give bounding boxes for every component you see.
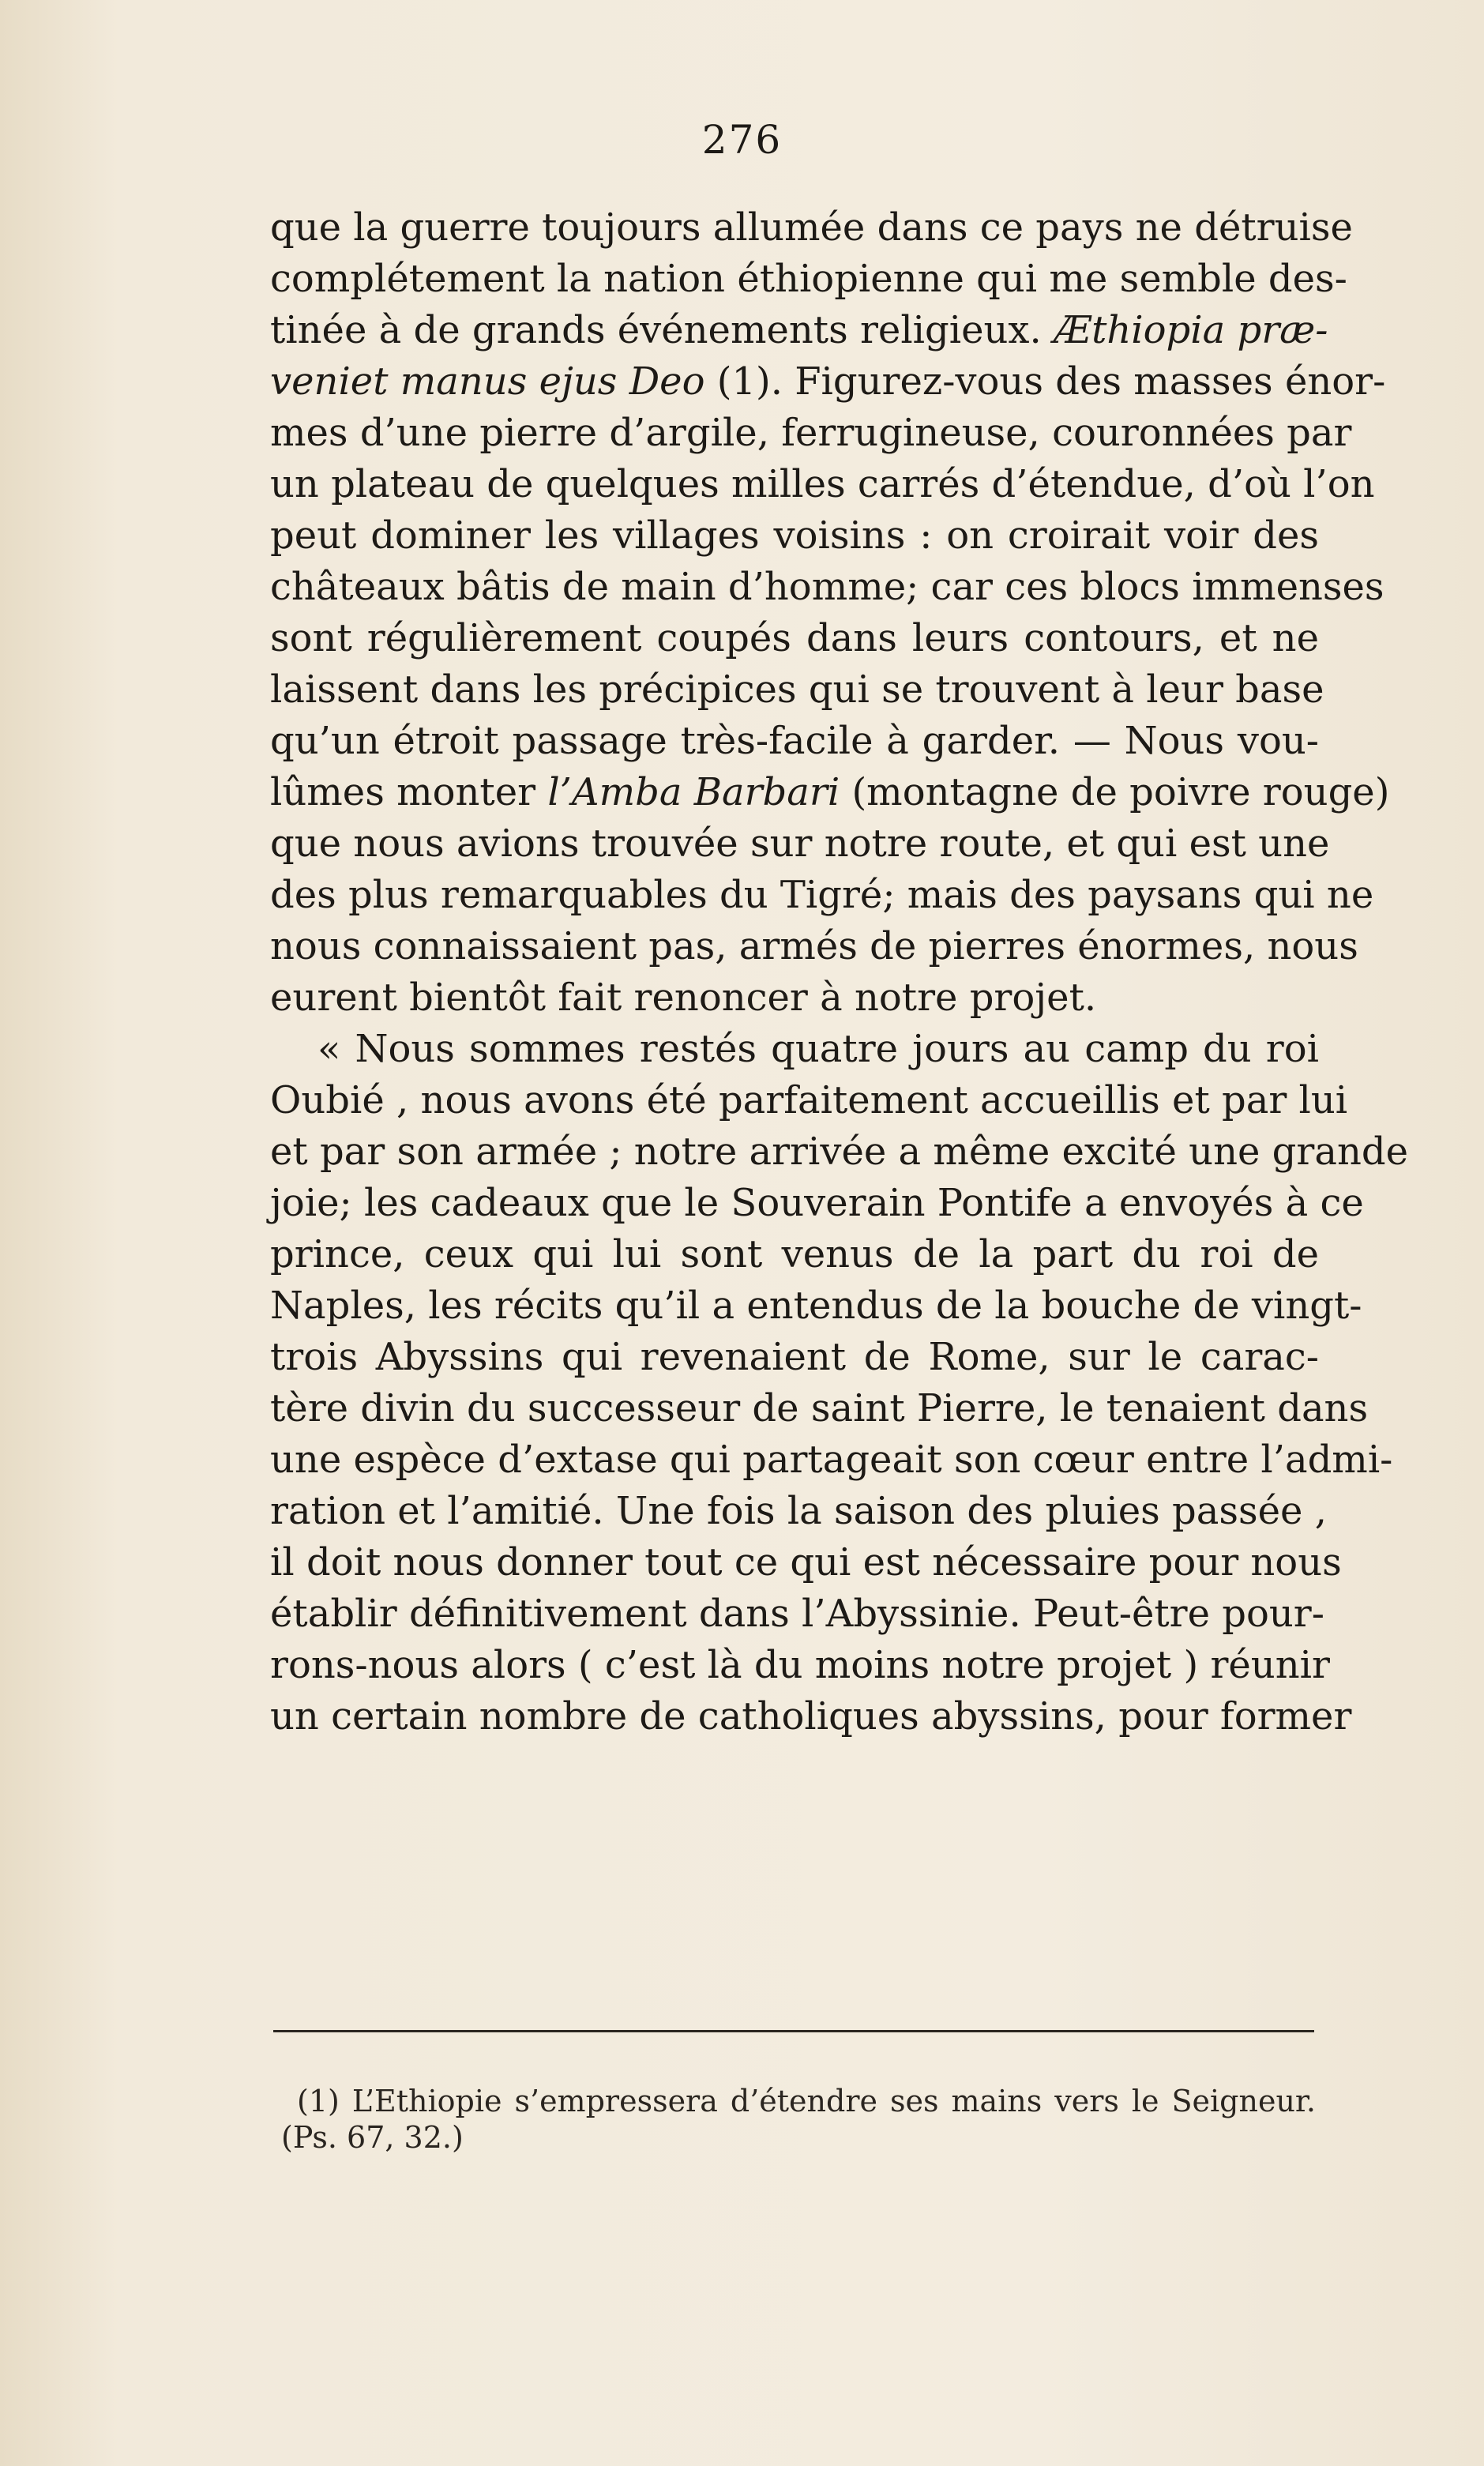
text-run: un certain nombre de catholiques abyssins, pour former [270, 1694, 1352, 1739]
text-run: Naples, les récits qu’il a entendus de la bouche de vingt- [270, 1284, 1362, 1328]
italic-text: Æthiopia præ- [1054, 308, 1328, 352]
text-run: et par son armée ; notre arrivée a même excité une grande [270, 1130, 1409, 1174]
text-line [270, 1640, 1330, 1691]
text-run: tère divin du successeur de saint Pierre, le tenaient dans [270, 1386, 1369, 1430]
text-line [270, 1588, 1324, 1640]
footnote-line: (1) L’Ethiopie s’empressera d’étendre ses mains vers le Seigneur. [297, 2084, 1316, 2118]
text-run: joie; les cadeaux que le Souverain Pontife a envoyés à ce [270, 1181, 1364, 1225]
text-line [270, 818, 1330, 870]
text-line [270, 254, 1347, 305]
footnote [281, 2083, 1316, 2156]
text-line [270, 716, 1319, 767]
text-run: un plateau de quelques milles carrés d’étendue, d’où l’on [270, 462, 1375, 506]
text-line [270, 459, 1375, 510]
text-run: il doit nous donner tout ce qui est nécessaire pour nous [270, 1540, 1342, 1584]
text-run: (montagne de poivre rouge) [840, 770, 1390, 814]
text-run: rons-nous alors ( c’est là du moins notre projet ) réunir [270, 1643, 1330, 1687]
text-line [270, 1075, 1348, 1126]
text-line [270, 408, 1352, 459]
text-line [270, 1024, 1319, 1075]
footnote-separator [273, 2030, 1314, 2032]
text-run: lûmes monter [270, 770, 548, 814]
text-run: Oubié , nous avons été parfaitement accueillis et par lui [270, 1078, 1348, 1122]
text-line [270, 767, 1390, 818]
text-run: ration et l’amitié. Une fois la saison des pluies passée , [270, 1489, 1327, 1533]
text-run: tinée à de grands événements religieux. [270, 308, 1054, 352]
text-run: « Nous sommes restés quatre jours au camp du roi [317, 1027, 1319, 1071]
text-run: établir définitivement dans l’Abyssinie. Peut-être pour- [270, 1592, 1324, 1636]
italic-text: veniet manus ejus Deo [270, 359, 705, 404]
text-run: laissent dans les précipices qui se trouvent à leur base [270, 667, 1324, 712]
text-line [270, 1383, 1369, 1434]
text-run: (1). Figurez-vous des masses énor- [704, 359, 1386, 404]
text-run: châteaux bâtis de main d’homme; car ces blocs immenses [270, 565, 1384, 609]
text-line [270, 1229, 1319, 1280]
text-line [270, 613, 1319, 664]
text-line [270, 1126, 1409, 1178]
text-line [270, 202, 1353, 254]
text-line [270, 1691, 1352, 1742]
text-run: peut dominer les villages voisins : on croirait voir des [270, 513, 1319, 558]
text-run: qu’un étroit passage très-facile à garder. — Nous vou- [270, 719, 1319, 763]
text-line [270, 1280, 1362, 1332]
text-line [270, 305, 1328, 356]
footnote-line: (Ps. 67, 32.) [281, 2120, 464, 2155]
body-text [270, 202, 1409, 1742]
text-run: des plus remarquables du Tigré; mais des paysans qui ne [270, 873, 1374, 917]
text-line [270, 921, 1358, 972]
text-run: que la guerre toujours allumée dans ce pays ne détruise [270, 205, 1353, 250]
text-run: nous connaissaient pas, armés de pierres énormes, nous [270, 924, 1358, 968]
text-run: eurent bientôt fait renoncer à notre projet. [270, 975, 1097, 1020]
text-line [270, 1434, 1393, 1486]
text-line [270, 1332, 1319, 1383]
text-line [270, 356, 1386, 408]
page-number: 276 [701, 117, 783, 163]
text-run: prince, ceux qui lui sont venus de la part du roi de [270, 1232, 1319, 1276]
text-line [270, 972, 1319, 1024]
text-run: que nous avions trouvée sur notre route, et qui est une [270, 821, 1330, 866]
text-line [270, 1537, 1342, 1588]
italic-text: l’Amba Barbari [547, 770, 840, 814]
text-line [270, 562, 1384, 613]
text-line [270, 870, 1374, 921]
text-run: sont régulièrement coupés dans leurs contours, et ne [270, 616, 1319, 660]
text-run: trois Abyssins qui revenaient de Rome, sur le carac- [270, 1335, 1319, 1379]
text-line [270, 664, 1324, 716]
text-run: une espèce d’extase qui partageait son cœur entre l’admi- [270, 1438, 1393, 1482]
text-line [270, 510, 1319, 562]
text-line [270, 1486, 1327, 1537]
text-run: mes d’une pierre d’argile, ferrugineuse, couronnées par [270, 411, 1352, 455]
text-line [270, 1178, 1364, 1229]
text-run: complétement la nation éthiopienne qui me semble des- [270, 257, 1347, 301]
